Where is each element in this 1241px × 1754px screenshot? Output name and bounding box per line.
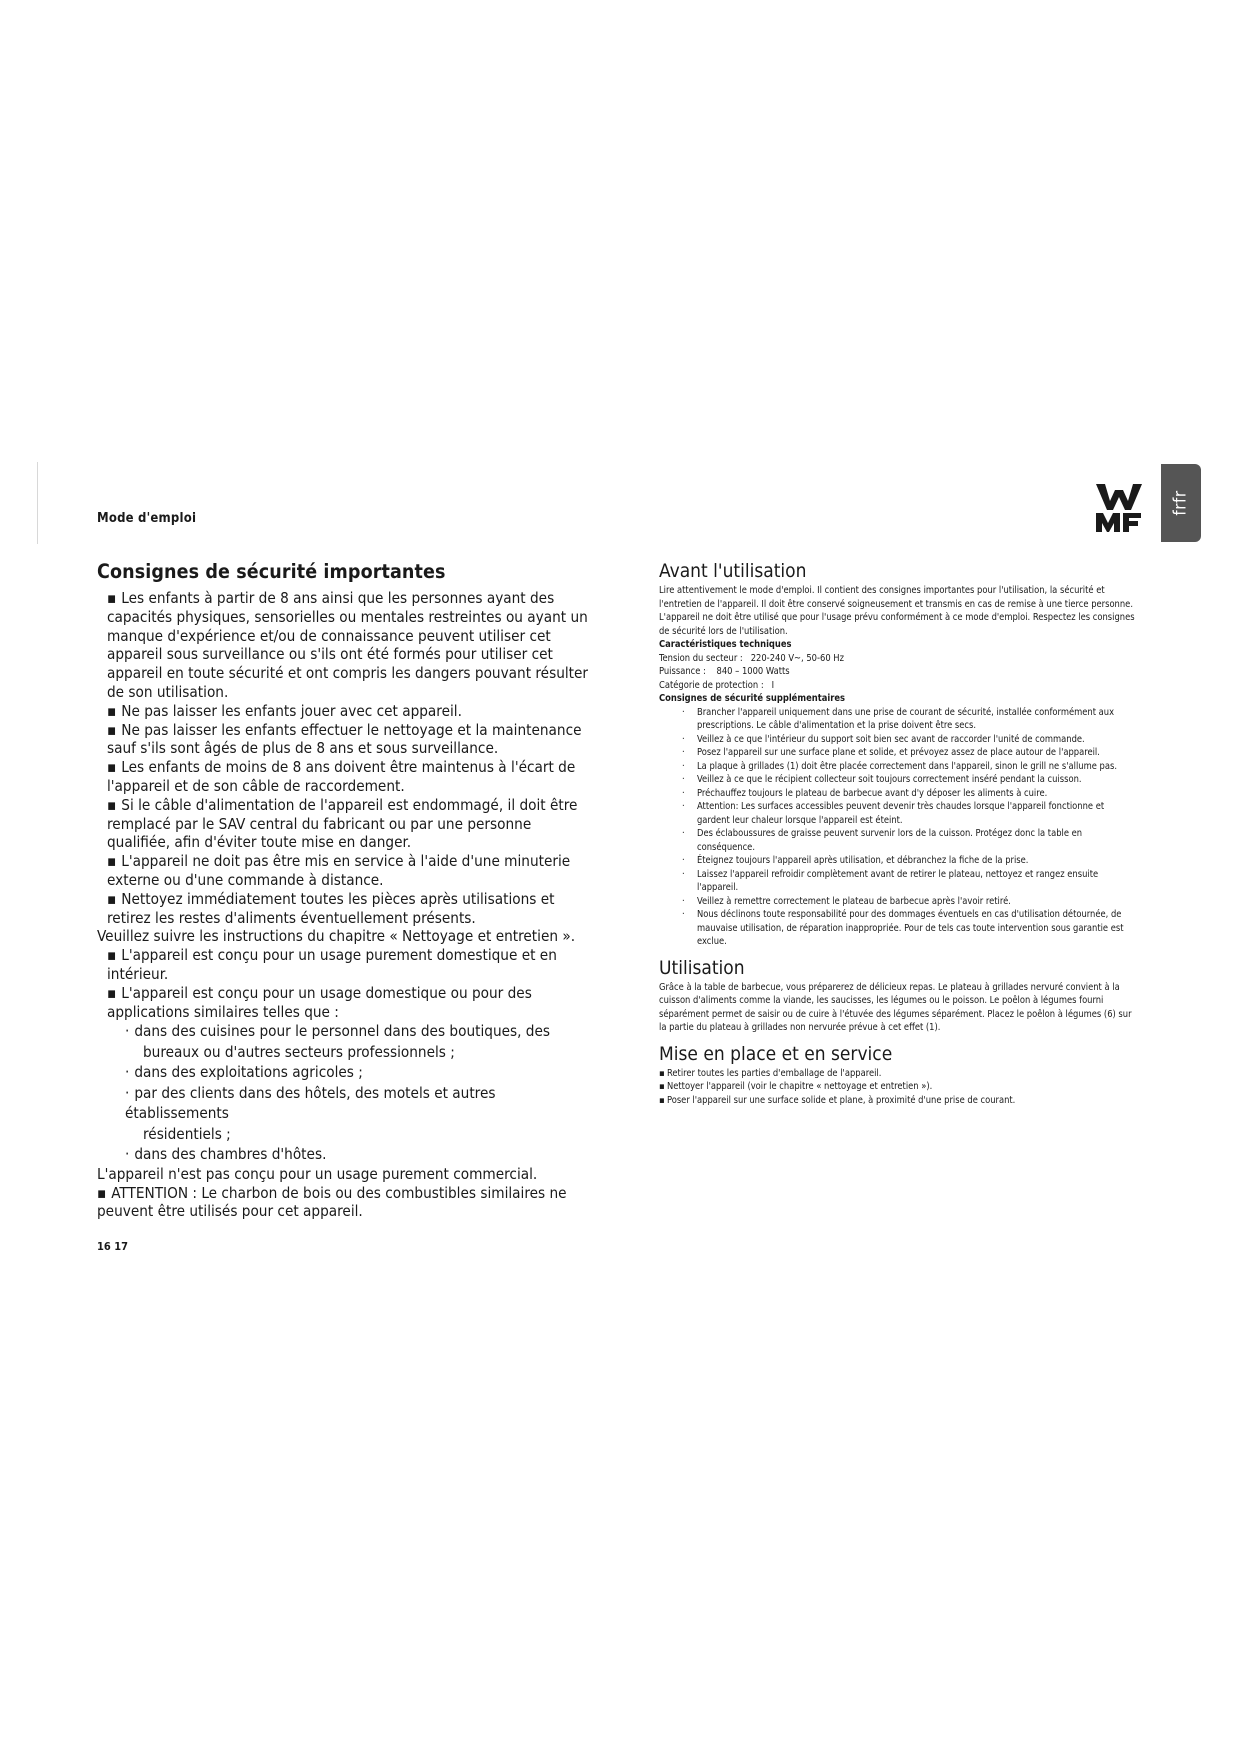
safety-section (97, 560, 597, 1221)
wmf-logo-icon (1094, 480, 1144, 536)
section-title-before-use: Avant l'utilisation (659, 560, 807, 582)
section-title-usage: Utilisation (659, 956, 745, 979)
list-item: · Éteignez toujours l'appareil après utilisation, et débranchez la fiche de la prise. (697, 854, 1137, 868)
safety-paragraph: L'appareil n'est pas conçu pour un usage purement commercial. (97, 1164, 538, 1183)
spec-voltage: Tension du secteur : 220-240 V~, 50-60 Hz (659, 652, 844, 664)
list-item: · Préchauffez toujours le plateau de barbecue avant d'y déposer les aliments à cuire. (697, 787, 1137, 801)
document-header: Mode d'emploi (97, 511, 197, 526)
extra-safety-title: Consignes de sécurité supplémentaires (659, 693, 845, 704)
safety-paragraph: ▪ ATTENTION : Le charbon de bois ou des combustibles similaires ne peuvent être utilisés pour cet appareil. (97, 1184, 597, 1222)
safety-paragraph: ▪ L'appareil ne doit pas être mis en service à l'aide d'une minuterie externe ou d'une commande à distance. (107, 852, 597, 890)
extra-safety-list (659, 706, 1137, 949)
list-item: · Attention: Les surfaces accessibles peuvent devenir très chaudes lorsque l'appareil fonctionne et gardent leur chaleur lorsque l'appareil est éteint. (697, 800, 1137, 827)
usage-paragraph: Grâce à la table de barbecue, vous préparerez de délicieux repas. Le plateau à grillades nervuré convient à la cuisson d'aliments comme la viande, les saucisses, les légumes ou le poisson. Le poêlon à légumes fourni séparément permet de saisir ou de cuire à l'étuvée des légumes séparément. Placez le poêlon à légumes (6) sur la partie du plateau à grillades non nervurée prévue à cet effet (1). (659, 981, 1132, 1033)
before-use-paragraph: L'appareil ne doit être utilisé que pour l'usage prévu conformément à ce mode d'emploi. Respectez les consignes de sécurité lors de l'utilisation. (659, 612, 1135, 637)
safety-paragraph: ▪ L'appareil est conçu pour un usage purement domestique et en intérieur. (107, 946, 597, 984)
application-item-continued: bureaux ou d'autres secteurs professionnels ; (143, 1042, 455, 1061)
safety-paragraph: ▪ Les enfants à partir de 8 ans ainsi que les personnes ayant des capacités physiques, sensorielles ou mentales restreintes ou ayant un manque d'expérience et/ou de connaissance peuvent utiliser cet appareil sous surveillance ou s'ils ont été formés pour utiliser cet appareil en toute sécurité et ont compris les dangers pouvant résulter de son utilisation. (107, 589, 597, 702)
list-item: · Des éclaboussures de graisse peuvent survenir lors de la cuisson. Protégez donc la table en conséquence. (697, 827, 1137, 854)
application-item: · par des clients dans des hôtels, des motels et autres établissements (125, 1083, 496, 1123)
section-title-safety: Consignes de sécurité importantes (97, 560, 446, 583)
application-item: · dans des exploitations agricoles ; (125, 1063, 363, 1082)
spec-protection-class: Catégorie de protection : I (659, 679, 775, 691)
safety-paragraph: ▪ Les enfants de moins de 8 ans doivent être maintenus à l'écart de l'appareil et de son câble de raccordement. (107, 758, 597, 796)
instructions-column (659, 560, 1137, 1107)
language-tab-label: frfr (1170, 490, 1191, 516)
page-numbers: 16 17 (97, 1240, 128, 1253)
setup-list (659, 1067, 1137, 1108)
list-item: · Veillez à ce que l'intérieur du support soit bien sec avant de raccorder l'unité de commande. (697, 733, 1137, 747)
application-item-continued: résidentiels ; (143, 1124, 231, 1143)
list-item: ▪ Retirer toutes les parties d'emballage de l'appareil. (667, 1067, 1137, 1081)
application-item: · dans des chambres d'hôtes. (125, 1145, 327, 1164)
safety-paragraph: ▪ Nettoyez immédiatement toutes les pièces après utilisations et retirez les restes d'aliments éventuellement présents. (107, 890, 597, 928)
margin-line (37, 462, 38, 544)
before-use-paragraph: Lire attentivement le mode d'emploi. Il contient des consignes importantes pour l'utilisation, la sécurité et l'entretien de l'appareil. Il doit être conservé soigneusement et transmis en cas de remise à une tierce personne. (659, 585, 1133, 610)
section-title-setup: Mise en place et en service (659, 1042, 893, 1065)
list-item: · Brancher l'appareil uniquement dans une prise de courant de sécurité, installée conformément aux prescriptions. Le câble d'alimentation et la prise doivent être secs. (697, 706, 1137, 733)
language-tab[interactable] (1161, 464, 1201, 542)
list-item: · Laissez l'appareil refroidir complètement avant de retirer le plateau, nettoyez et rangez ensuite l'appareil. (697, 868, 1137, 895)
list-item: · Veillez à ce que le récipient collecteur soit toujours correctement inséré pendant la cuisson. (697, 773, 1137, 787)
spec-power: Puissance : 840 – 1000 Watts (659, 666, 790, 677)
list-item: · La plaque à grillades (1) doit être placée correctement dans l'appareil, sinon le grill ne s'allume pas. (697, 760, 1137, 774)
safety-paragraph: ▪ Ne pas laisser les enfants effectuer le nettoyage et la maintenance sauf s'ils sont âgés de plus de 8 ans et sous surveillance. (107, 721, 597, 759)
list-item: · Veillez à remettre correctement le plateau de barbecue après l'avoir retiré. (697, 895, 1137, 909)
safety-paragraph: ▪ Ne pas laisser les enfants jouer avec cet appareil. (107, 702, 597, 721)
list-item: · Posez l'appareil sur une surface plane et solide, et prévoyez assez de place autour de l'appareil. (697, 746, 1137, 760)
safety-paragraph: Veuillez suivre les instructions du chapitre « Nettoyage et entretien ». (97, 927, 576, 946)
tech-specs-title: Caractéristiques techniques (659, 639, 792, 650)
list-item: · Nous déclinons toute responsabilité pour des dommages éventuels en cas d'utilisation détournée, de mauvaise utilisation, de réparation inappropriée. Pour de tels cas toute intervention sous garantie est exclue. (697, 908, 1137, 949)
application-list (125, 1021, 597, 1165)
list-item: ▪ Poser l'appareil sur une surface solide et plane, à proximité d'une prise de courant. (667, 1094, 1137, 1108)
application-item: · dans des cuisines pour le personnel dans des boutiques, des (125, 1022, 551, 1041)
list-item: ▪ Nettoyer l'appareil (voir le chapitre « nettoyage et entretien »). (667, 1080, 1137, 1094)
safety-paragraph: ▪ L'appareil est conçu pour un usage domestique ou pour des applications similaires telles que : (107, 984, 597, 1022)
safety-paragraph: ▪ Si le câble d'alimentation de l'appareil est endommagé, il doit être remplacé par le SAV central du fabricant ou par une personne qualifiée, afin d'éviter toute mise en danger. (107, 796, 597, 852)
